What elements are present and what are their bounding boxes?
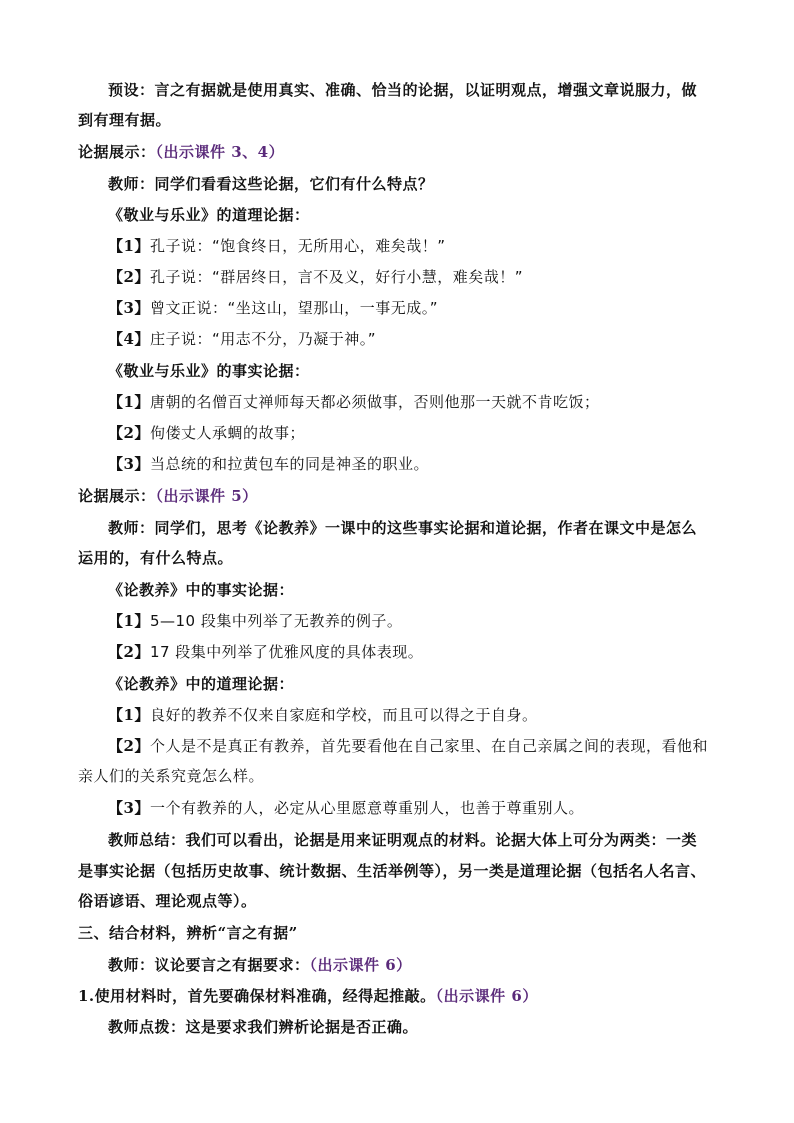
jiaoyang-fact-item (108, 642, 423, 662)
item-number: 【4】 (108, 330, 150, 348)
item-number: 【1】 (108, 393, 150, 411)
evidence-display-label: 论据展示： (78, 487, 156, 505)
fact-item (108, 423, 305, 443)
evidence-display-2 (78, 486, 258, 506)
item-text: 一个有教养的人，必定从心里愿意尊重别人，也善于尊重别人。 (149, 799, 584, 817)
item-number: 【2】 (108, 424, 150, 442)
evidence-display-label: 论据展示： (78, 143, 156, 161)
preset-line-2: 到有理有据。 (78, 111, 172, 129)
item-text: 17 段集中列举了优雅风度的具体表现。 (149, 643, 424, 661)
item-number: 【1】 (108, 706, 150, 724)
reason-item (108, 298, 438, 318)
jiaoyang-fact-title: 《论教养》中的事实论据： (108, 581, 295, 599)
item-text: 庄子说：“用志不分，乃凝于神。” (149, 330, 376, 348)
teacher-requirement-label: 教师：议论要言之有据要求： (108, 956, 310, 974)
point-1 (78, 986, 538, 1006)
item-text: 孔子说：“饱食终日，无所用心，难矣哉！” (149, 237, 446, 255)
jingye-reason-title: 《敬业与乐业》的道理论据： (108, 206, 310, 224)
courseware-note: （出示课件 3、4） (155, 143, 285, 161)
jiaoyang-reason-item (108, 705, 537, 725)
item-number: 【2】 (108, 643, 150, 661)
item-text: 5—10 段集中列举了无教养的例子。 (149, 612, 403, 630)
item-number: 【2】 (108, 737, 150, 755)
fact-item (108, 392, 599, 412)
jiaoyang-reason-item (108, 736, 708, 756)
teacher-summary-line-3: 俗语谚语、理论观点等）。 (78, 892, 257, 910)
courseware-note: （出示课件 6） (309, 956, 412, 974)
reason-item (108, 267, 523, 287)
jiaoyang-reason-item (108, 798, 584, 818)
evidence-display-1 (78, 142, 284, 162)
teacher-tip: 教师点拨：这是要求我们辨析论据是否正确。 (108, 1018, 419, 1036)
preset-line-1: 预设：言之有据就是使用真实、准确、恰当的论据，以证明观点，增强文章说服力，做 (108, 81, 698, 99)
courseware-note: （出示课件 6） (435, 987, 538, 1005)
section-heading-3: 三、结合材料，辨析“言之有据” (78, 924, 298, 942)
jiaoyang-reason-title: 《论教养》中的道理论据： (108, 675, 295, 693)
item-number: 【3】 (108, 799, 150, 817)
item-number: 【3】 (108, 299, 150, 317)
jingye-fact-title: 《敬业与乐业》的事实论据： (108, 362, 310, 380)
teacher-requirement (108, 955, 412, 975)
item-number: 【3】 (108, 455, 150, 473)
item-text: 良好的教养不仅来自家庭和学校，而且可以得之于自身。 (149, 706, 538, 724)
item-number: 【2】 (108, 268, 150, 286)
item-number: 【1】 (108, 237, 150, 255)
reason-item (108, 329, 376, 349)
teacher-summary-line-2: 是事实论据（包括历史故事、统计数据、生活举例等），另一类是道理论据（包括名人名言、 (78, 862, 707, 880)
item-text: 佝偻丈人承蜩的故事； (149, 424, 305, 442)
point-1-text: 1.使用材料时，首先要确保材料准确，经得起推敲。 (78, 987, 436, 1005)
teacher-question-2-line-1: 教师：同学们，思考《论教养》一课中的这些事实论据和道论据，作者在课文中是怎么 (108, 519, 698, 537)
teacher-question-1: 教师：同学们看看这些论据，它们有什么特点？ (108, 175, 434, 193)
fact-item (108, 454, 429, 474)
item-text: 唐朝的名僧百丈禅师每天都必须做事，否则他那一天就不肯吃饭； (149, 393, 600, 411)
item-number: 【1】 (108, 612, 150, 630)
courseware-note: （出示课件 5） (155, 487, 258, 505)
item-text: 曾文正说：“坐这山，望那山，一事无成。” (149, 299, 438, 317)
item-text: 孔子说：“群居终日，言不及义，好行小慧，难矣哉！” (149, 268, 523, 286)
jiaoyang-fact-item (108, 611, 402, 631)
item-text: 个人是不是真正有教养，首先要看他在自己家里、在自己亲属之间的表现，看他和 (149, 737, 708, 755)
teacher-summary-line-1: 教师总结：我们可以看出，论据是用来证明观点的材料。论据大体上可分为两类：一类 (108, 831, 698, 849)
teacher-question-2-line-2: 运用的，有什么特点。 (78, 549, 234, 567)
reason-item (108, 236, 445, 256)
jiaoyang-reason-item-continued: 亲人们的关系究竟怎么样。 (78, 767, 265, 785)
item-text: 当总统的和拉黄包车的同是神圣的职业。 (149, 455, 429, 473)
